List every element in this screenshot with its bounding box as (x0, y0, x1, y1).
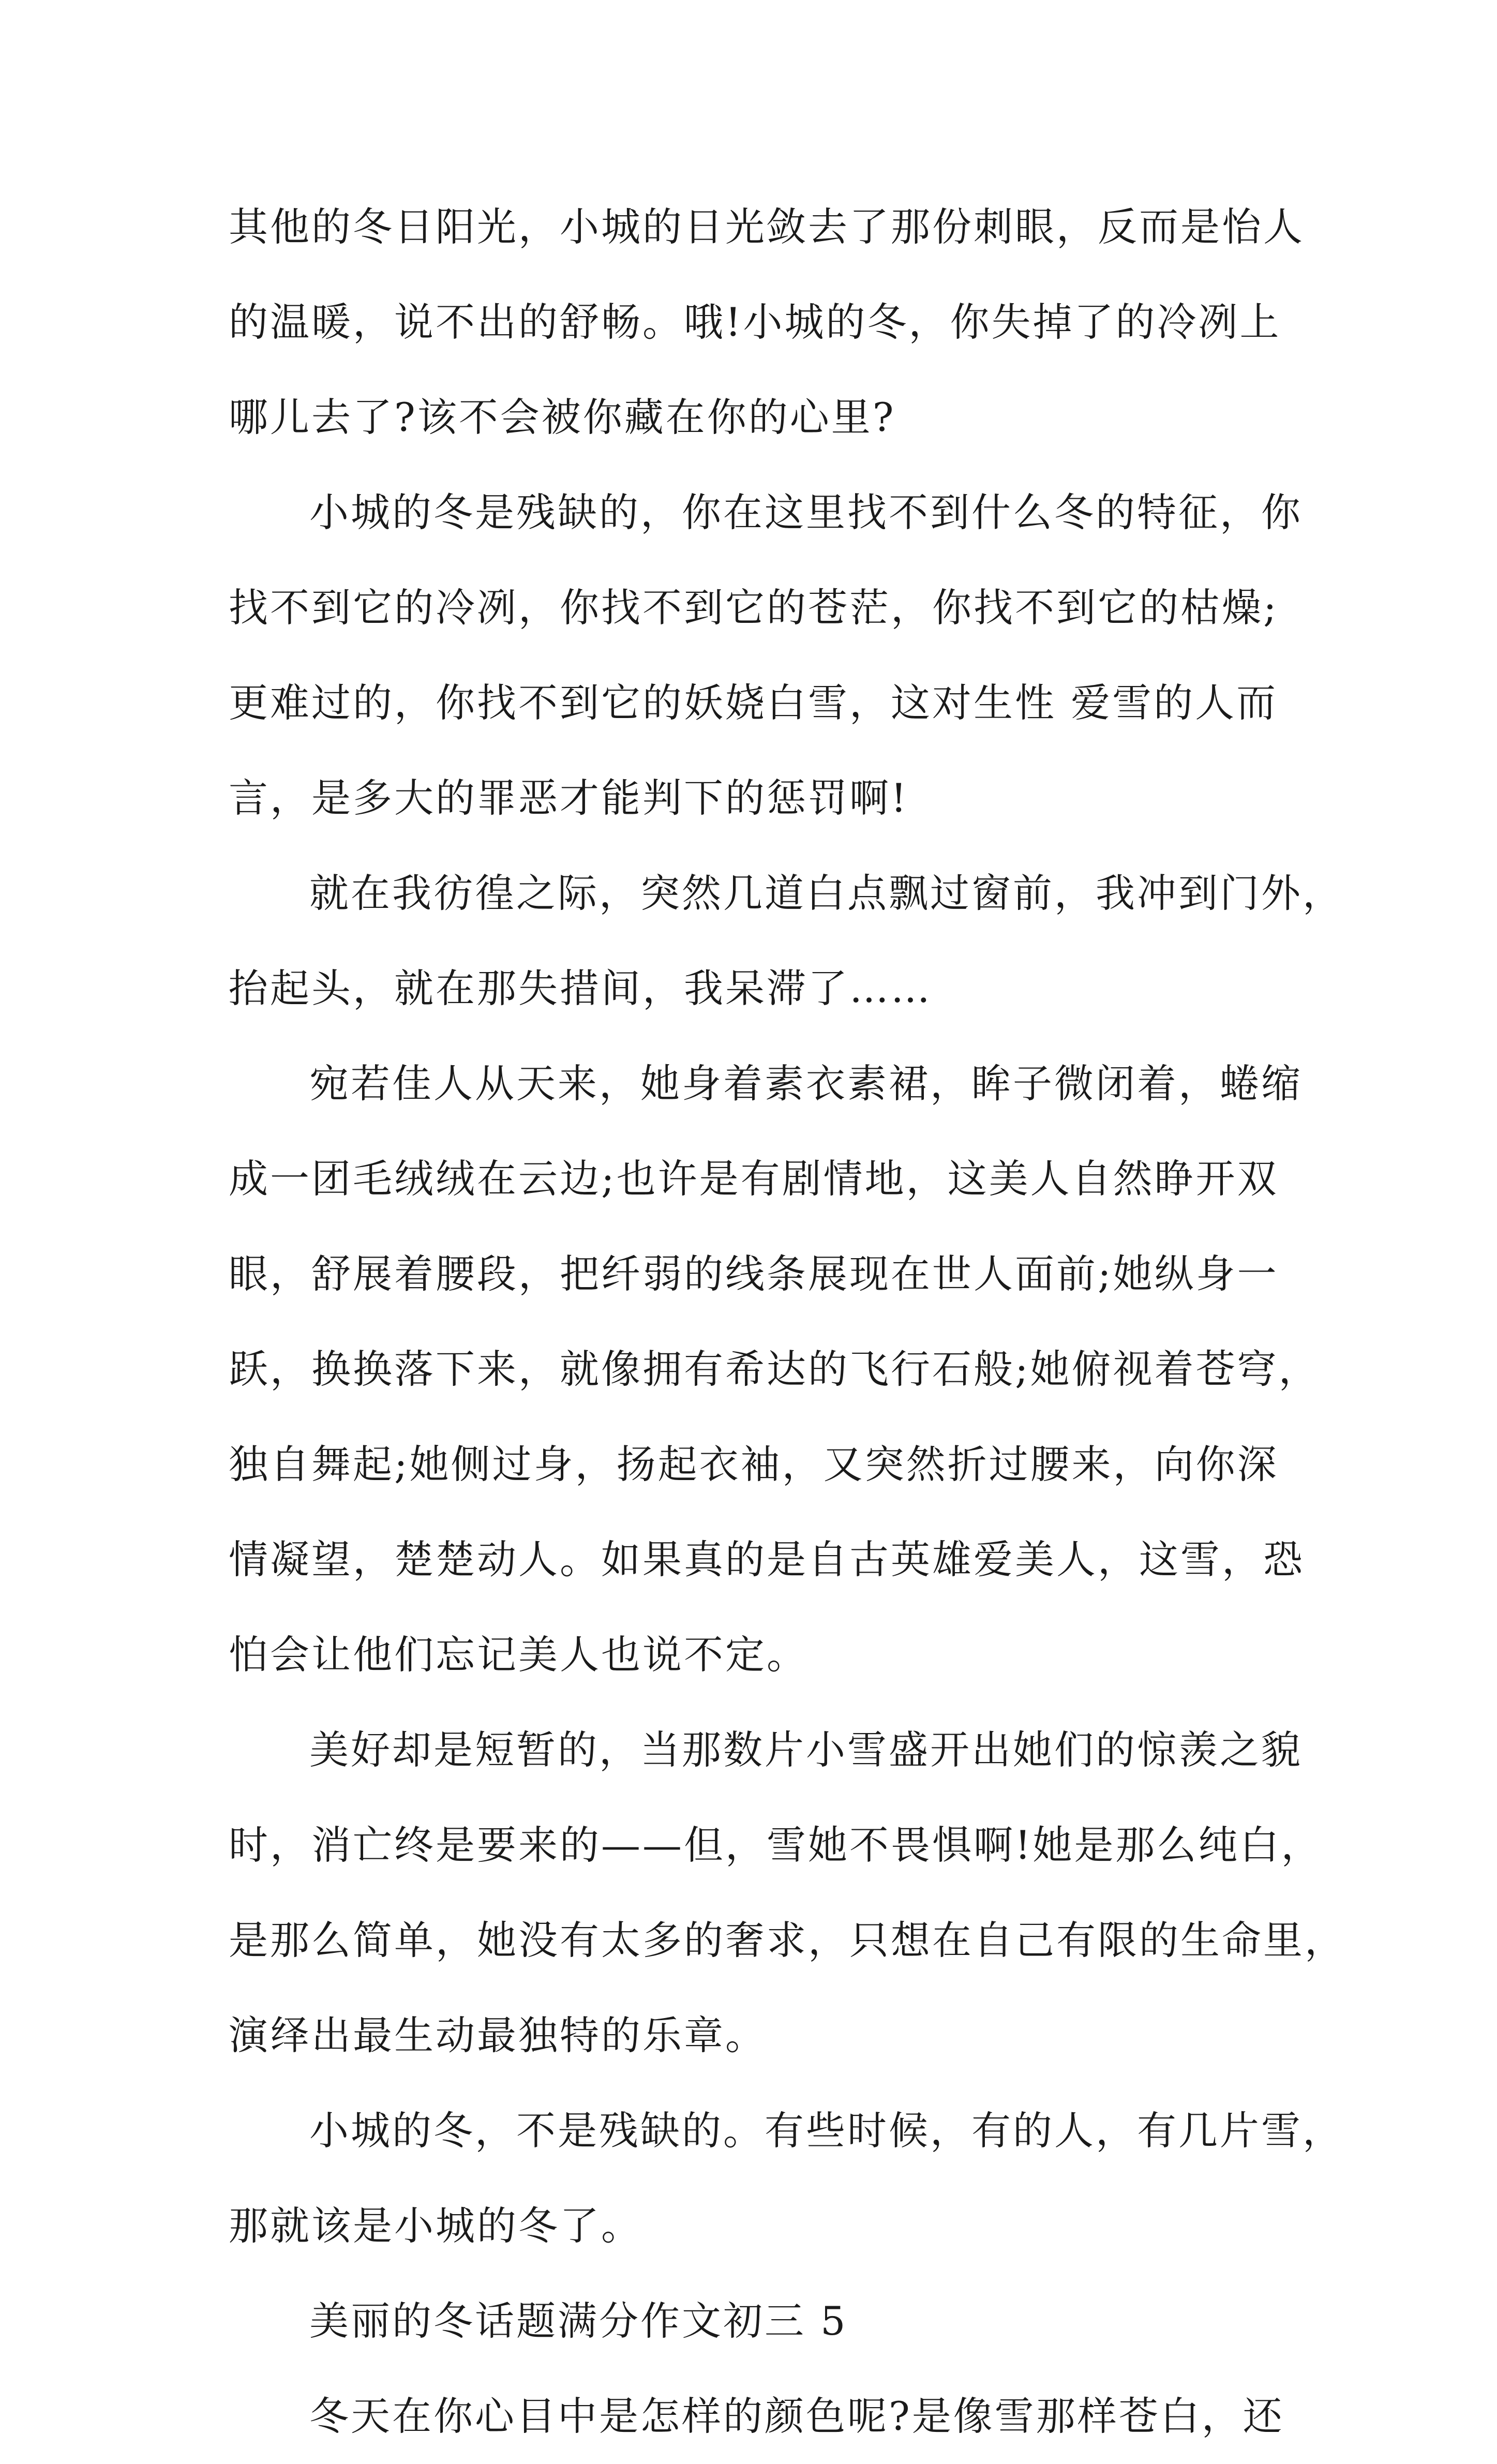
text-line: 演绎出最生动最独特的乐章。 (229, 2012, 767, 2058)
section-heading: 美丽的冬话题满分作文初三 5 (309, 2298, 848, 2344)
text-line: 的温暖，说不出的舒畅。哦!小城的冬，你失掉了的冷冽上 (229, 299, 1281, 345)
text-line: 独自舞起;她侧过身，扬起衣袖，又突然折过腰来，向你深 (229, 1441, 1279, 1487)
text-line: 跃，换换落下来，就像拥有希达的飞行石般;她俯视着苍穹， (229, 1346, 1320, 1392)
paragraph-start-line: 冬天在你心目中是怎样的颜色呢?是像雪那样苍白，还 (309, 2393, 1284, 2439)
text-line: 那就该是小城的冬了。 (229, 2203, 642, 2249)
essay-body (229, 180, 1346, 2464)
paragraph-start-line: 宛若佳人从天来，她身着素衣素裙，眸子微闭着，蜷缩 (309, 1061, 1303, 1107)
paragraph-start-line: 小城的冬，不是残缺的。有些时候，有的人，有几片雪， (309, 2108, 1344, 2154)
text-line: 找不到它的冷冽，你找不到它的苍茫，你找不到它的枯燥; (229, 585, 1279, 631)
text-line: 言，是多大的罪恶才能判下的惩罚啊! (229, 775, 909, 821)
text-line: 成一团毛绒绒在云边;也许是有剧情地，这美人自然睁开双 (229, 1156, 1279, 1202)
text-line: 情凝望，楚楚动人。如果真的是自古英雄爱美人，这雪，恐 (229, 1536, 1305, 1582)
text-line: 其他的冬日阳光，小城的日光敛去了那份刺眼，反而是怡人 (229, 204, 1305, 250)
text-line: 是那么简单，她没有太多的奢求，只想在自己有限的生命里， (229, 1917, 1346, 1963)
paragraph-start-line: 小城的冬是残缺的，你在这里找不到什么冬的特征，你 (309, 489, 1303, 535)
text-line: 抬起头，就在那失措间，我呆滞了…… (229, 965, 932, 1011)
text-line: 哪儿去了?该不会被你藏在你的心里? (229, 394, 896, 440)
text-line: 眼，舒展着腰段，把纤弱的线条展现在世人面前;她纵身一 (229, 1251, 1279, 1297)
text-line: 更难过的，你找不到它的妖娆白雪，这对生性 爱雪的人而 (229, 680, 1278, 726)
text-line: 时，消亡终是要来的——但，雪她不畏惧啊!她是那么纯白， (229, 1822, 1323, 1868)
text-line: 怕会让他们忘记美人也说不定。 (229, 1632, 808, 1678)
paragraph-start-line: 就在我彷徨之际，突然几道白点飘过窗前，我冲到门外， (309, 870, 1344, 916)
paragraph-start-line: 美好却是短暂的，当那数片小雪盛开出她们的惊羡之貌 (309, 1727, 1303, 1773)
